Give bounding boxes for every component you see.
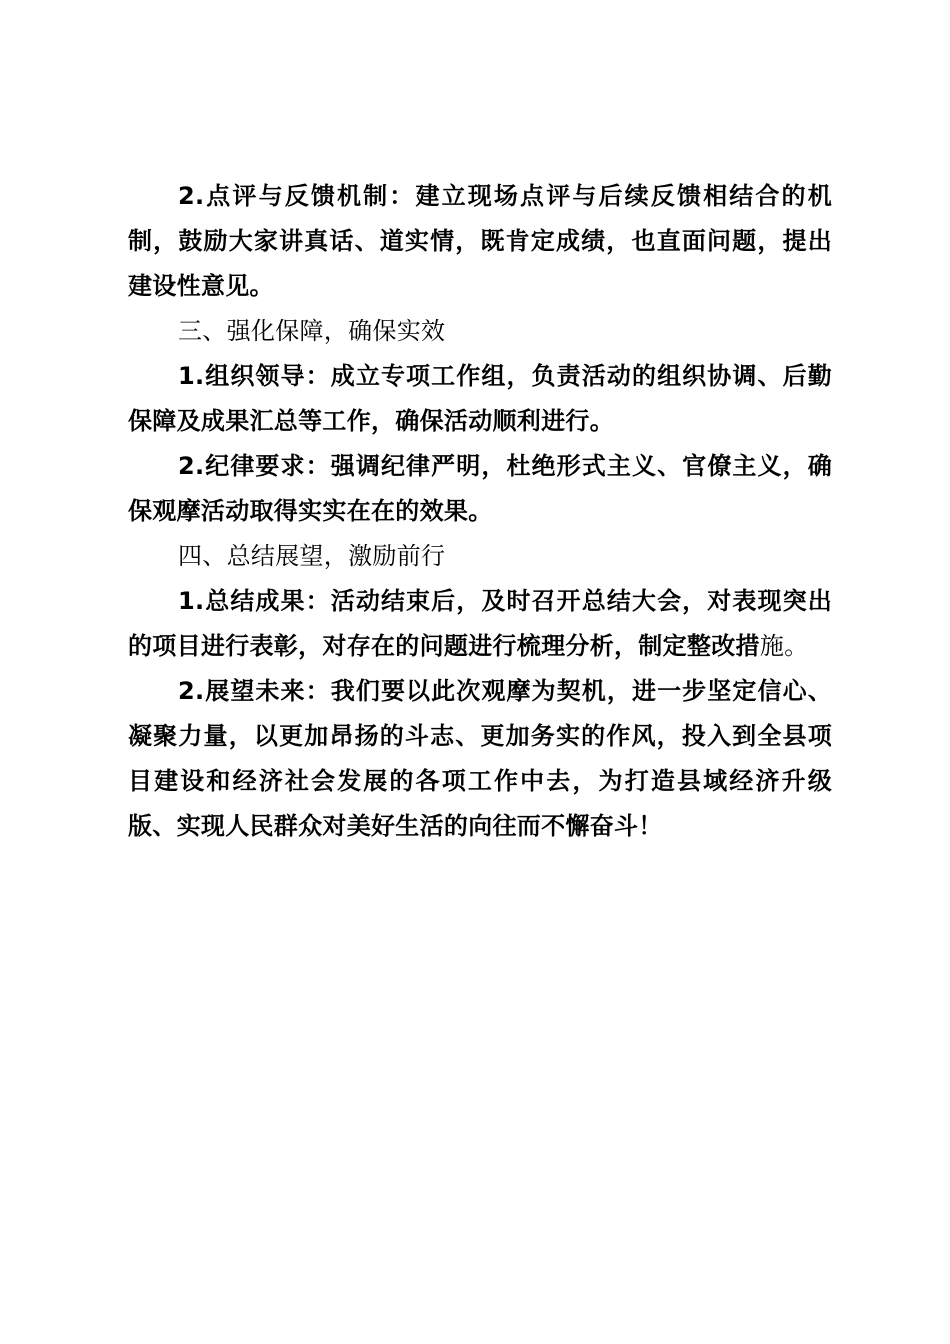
paragraph-discipline-requirements: 2.纪律要求：强调纪律严明，杜绝形式主义、官僚主义，确保观摩活动取得实实在在的效果。 [128,452,832,525]
section-heading-four: 四、总结展望，激励前行 [178,542,446,570]
summary-results-lead: 1.总结成果：活动结束后，及时召开总结大会，对表现突出的项目进行表彰，对存在的问题进行梳理分析，制定整改措 [128,587,832,660]
paragraph-feedback-mechanism: 2.点评与反馈机制：建立现场点评与后续反馈相结合的机制，鼓励大家讲真话、道实情，既肯定成绩，也直面问题，提出建设性意见。 [128,182,832,300]
paragraph-organization-leadership: 1.组织领导：成立专项工作组，负责活动的组织协调、后勤保障及成果汇总等工作，确保活动顺利进行。 [128,362,832,435]
summary-results-tail: 施。 [759,632,809,660]
document-body [128,174,832,849]
section-heading-three: 三、强化保障，确保实效 [178,317,446,345]
paragraph-summary-results [128,579,832,669]
paragraph-future-outlook: 2.展望未来：我们要以此次观摩为契机，进一步坚定信心、凝聚力量，以更加昂扬的斗志、更加务实的作风，投入到全县项目建设和经济社会发展的各项工作中去，为打造县域经济升级版、实现人民群众对美好生活的向往而不懈奋斗！ [128,677,832,840]
